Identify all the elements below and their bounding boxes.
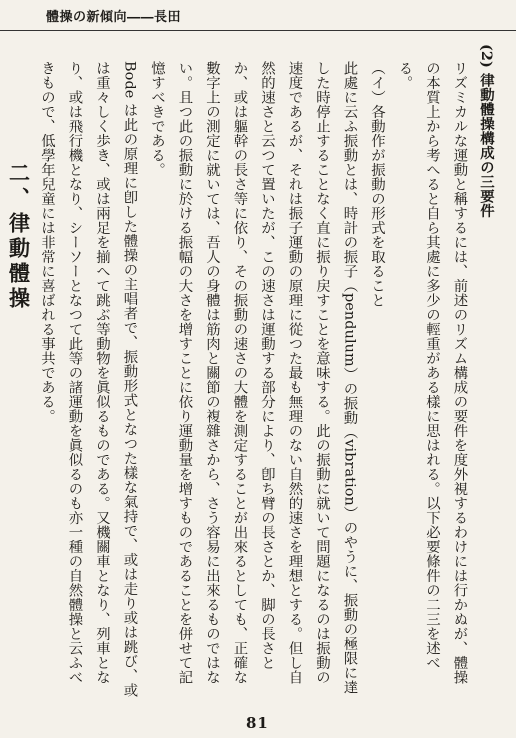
subsection-title [0,73,5,698]
bode-paragraph: Bode は此の原理に卽した體操の主唱者で、振動形式となつた樣な氣持で、或は走り或は跳び、或は重々しく歩き、或は兩足を揃へて跳ぶ等動物を眞似るものである。又機關車となり、列車となり、或は飛行機となり、シーソーとなつて此等の諸運動を眞似るのも亦一種の自然體操と云ふべきもので、低學年兒童には非常に喜ばれる事共である。 [39,61,138,698]
requirements-heading: (2) 律動體操構成の三要件 [478,44,495,219]
section-title: 二、律動體操 [6,161,32,312]
running-header [0,0,516,31]
page-number: 81 [246,714,269,732]
vertical-text-column [6,44,500,698]
page-body [6,44,500,704]
requirements-paragraph: リズミカルな運動と稱するには、前述のリズム構成の要件を度外視するわけには行かぬが、體操の本質上から考へると自ら其處に多少の輕重がある樣に思はれる。以下必要條件の二三を述べる。 [396,61,468,685]
vibration-paragraph: 此處に云ふ振動とは、時計の振子（pendulum）の振動（vibration）のやうに、振動の極限に達した時停止することなく直に振り戻すことを意味する。此の振動に就いて問題になるのは振動の速度であるが、それは振子運動の原理に從つた最も無理のない自然的速さを理想とする。但し自然的速さと云つて置いたが、この速さは運動する部分により、卽ち臂の長さとか、脚の長さとか、或は軀幹の長さ等に依り、その振動の速さの大體を測定することが出來るとしても、正確な數字上の測定に就いては、吾人の身體は筋肉と關節の複雜さから、さう容易に出來るものではない。且つ此の振動に於ける振幅の大さを增すことに依り運動量を增すものであることを併せて記憶すべきである。 [149,61,358,695]
header-title: 體操の新傾向――長田 [46,10,182,25]
vibration-heading: （イ）各動作が振動の形式を取ること [369,61,385,308]
